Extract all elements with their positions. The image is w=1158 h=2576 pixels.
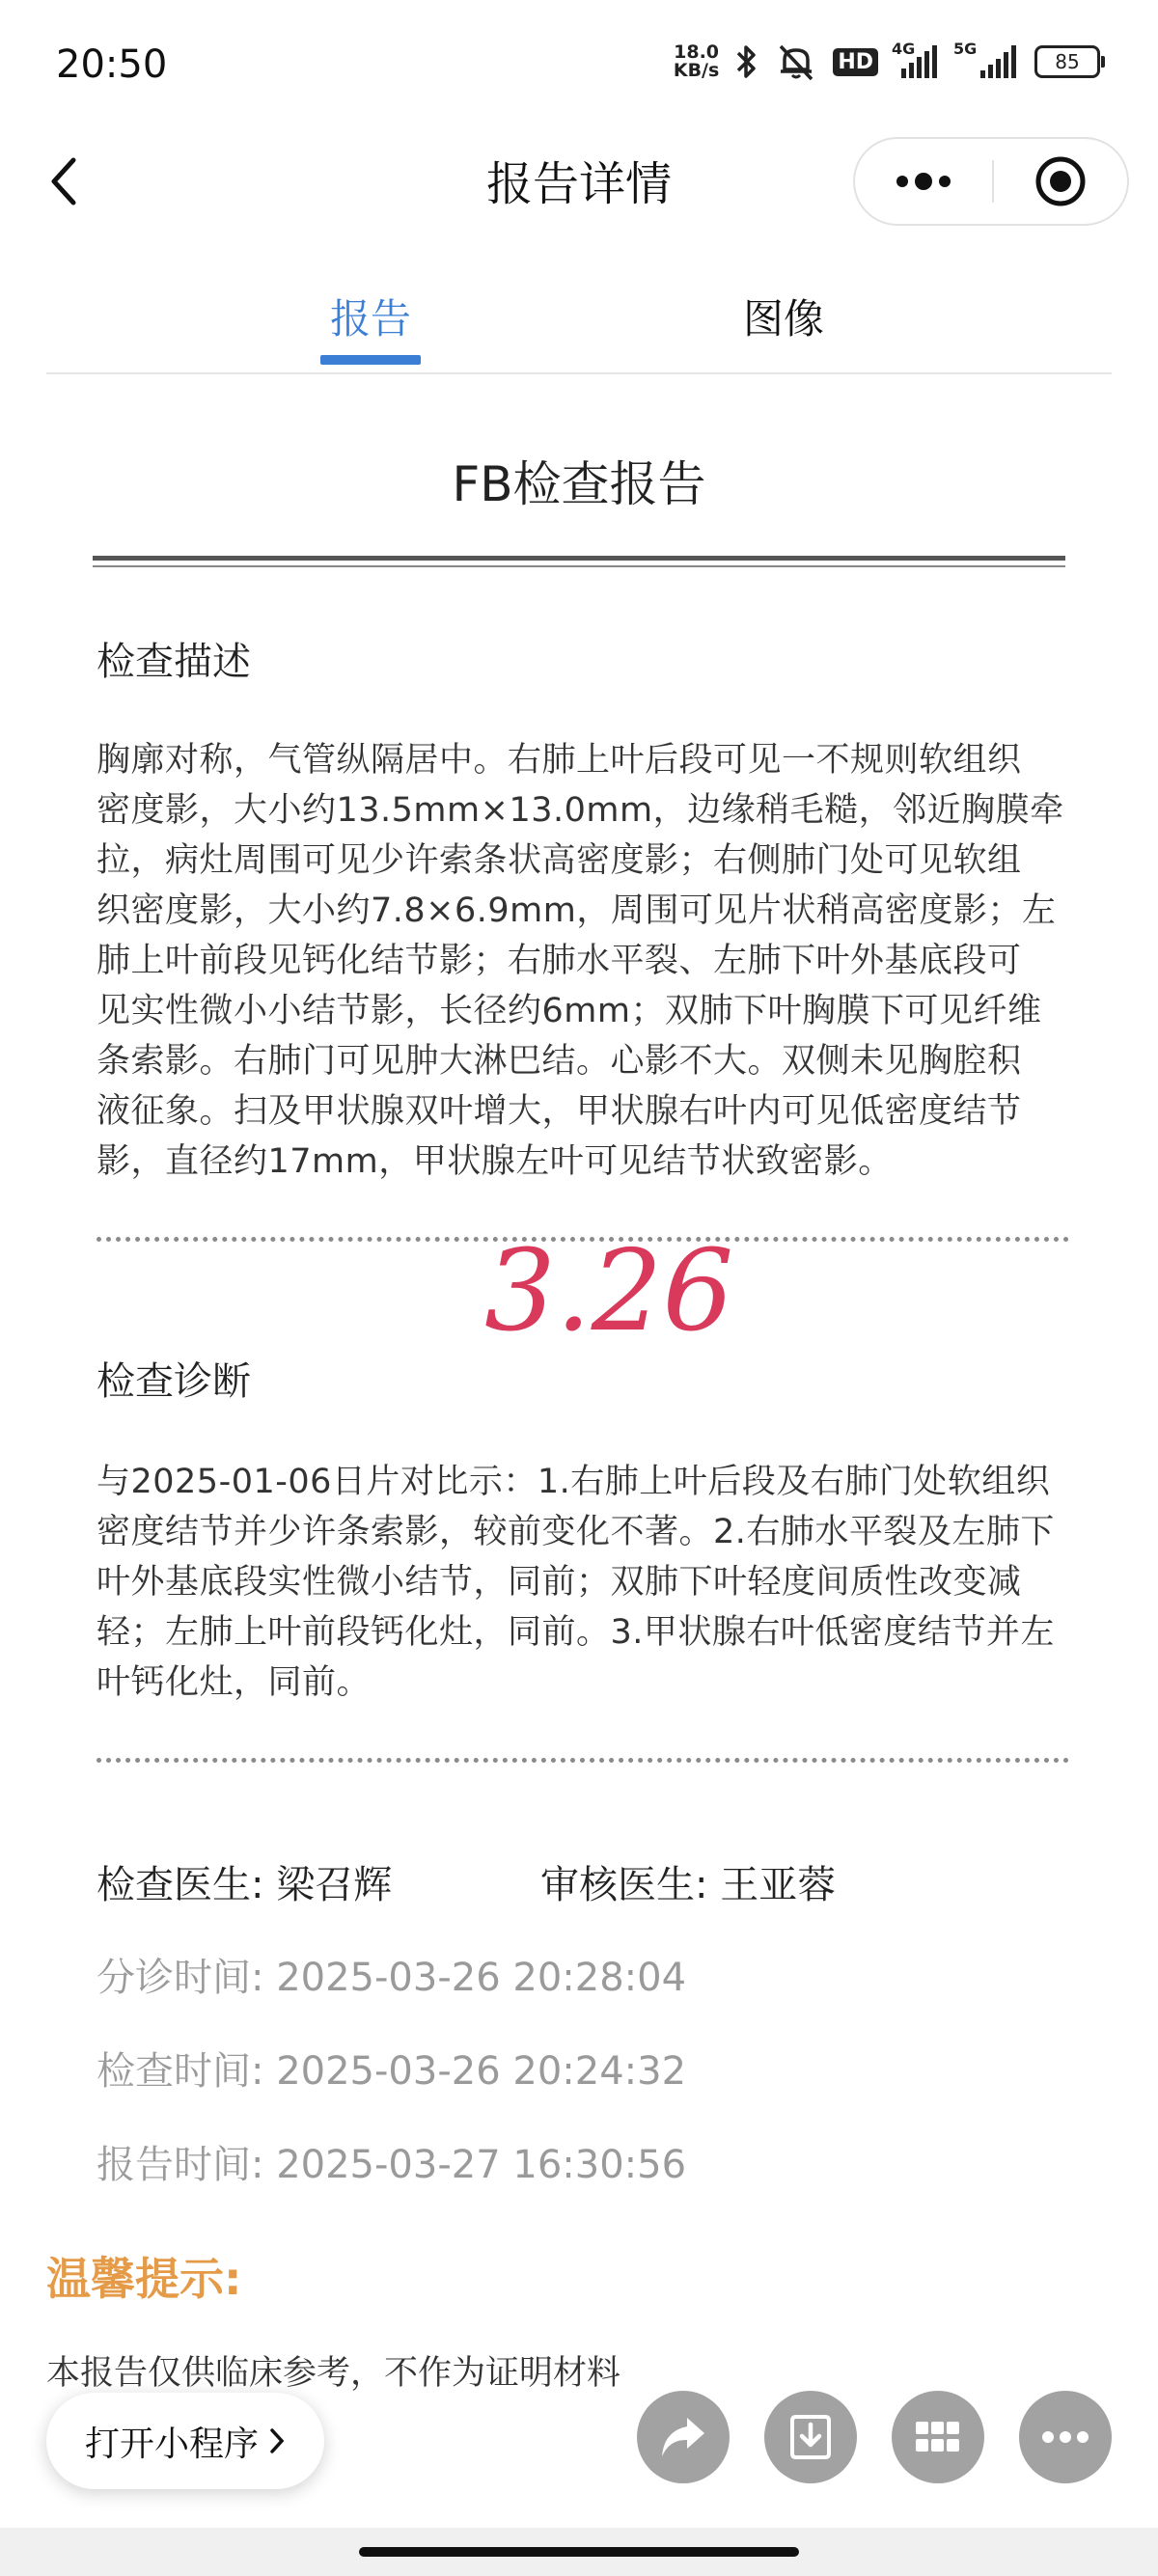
report-title: FB检查报告: [452, 456, 706, 512]
svg-text:3.26: 3.26: [484, 1226, 734, 1357]
open-mini-program-button[interactable]: [46, 2393, 324, 2489]
status-time: 20:50: [56, 42, 168, 87]
save-button[interactable]: [764, 2391, 857, 2483]
home-indicator[interactable]: [359, 2547, 799, 2557]
description-text: 胸廓对称，气管纵隔居中。右肺上叶后段可见一不规则软组织 密度影，大小约13.5mm×13.0mm，边缘稍毛糙，邻近胸膜牵 拉，病灶周围可见少许索条状高密度影；右侧肺门处可见软组 织密度影，大小约7.8×6.9mm，周围可见片状稍高密度影；左 肺上叶前段见钙化结节影；右肺水平裂、左肺下叶外基底段可 见实性微小小结节影，长径约6mm；双肺下叶胸膜下可见纤维 条索影。右肺门可见肿大淋巴结。心影不大。双侧未见胸腔积 液征象。扫及甲状腺双叶增大，甲状腺右叶内可见低密度结节 影，直径约17mm，甲状腺左叶可见结节状致密影。: [96, 741, 1064, 1181]
more-dots-icon: [893, 172, 954, 191]
mute-bell-icon: [775, 42, 817, 81]
grid-icon: [914, 2420, 962, 2454]
title-divider: [93, 556, 1065, 567]
section-divider: [96, 1758, 1069, 1763]
target-circle-icon: [1034, 154, 1088, 208]
bluetooth-icon: [734, 42, 759, 81]
tab-image[interactable]: 图像: [742, 295, 824, 343]
active-tab-indicator: [320, 355, 421, 365]
hd-badge: HD: [833, 48, 878, 76]
back-icon[interactable]: [46, 154, 81, 208]
download-icon: [788, 2413, 833, 2461]
mini-program-capsule: [853, 137, 1129, 226]
diagnosis-text: 与2025-01-06日片对比示：1.右肺上叶后段及右肺门处软组织 密度结节并少许条索影，较前变化不著。2.右肺水平裂及左肺下 叶外基底段实性微小结节，同前；双肺下叶轻度间质性改变减 轻；左肺上叶前段钙化灶，同前。3.甲状腺右叶低密度结节并左 叶钙化灶，同前。: [96, 1463, 1055, 1702]
more-button[interactable]: [1019, 2391, 1112, 2483]
exam-time: 检查时间: 2025-03-26 20:24:32: [96, 2049, 687, 2094]
signal-5g-icon: 5G: [955, 45, 1019, 78]
home-bar: [0, 2528, 1158, 2576]
description-heading: 检查描述: [96, 640, 251, 684]
exam-doctor: 检查医生: 梁召辉: [96, 1863, 393, 1907]
apps-button[interactable]: [892, 2391, 984, 2483]
share-button[interactable]: [637, 2391, 730, 2483]
handwritten-note: [482, 1226, 734, 1357]
page-title: 报告详情: [485, 157, 672, 211]
tip-text: 本报告仅供临床参考，不作为证明材料: [46, 2354, 621, 2393]
share-icon: [658, 2414, 708, 2460]
chevron-right-icon: [268, 2426, 286, 2455]
status-bar: [0, 0, 1158, 125]
tab-report[interactable]: 报告: [329, 295, 411, 343]
diagnosis-heading: 检查诊断: [96, 1359, 251, 1404]
tip-title: 温馨提示:: [46, 2253, 242, 2305]
battery-indicator: 85: [1034, 45, 1100, 78]
open-mini-program-label: 打开小程序: [84, 2424, 259, 2464]
signal-4g-icon: 4G: [894, 45, 940, 78]
capsule-more-button[interactable]: [855, 139, 992, 224]
report-time: 报告时间: 2025-03-27 16:30:56: [96, 2143, 687, 2187]
tab-bar: [46, 260, 1112, 374]
capsule-close-button[interactable]: [994, 139, 1127, 224]
network-speed: 18.0 KB/s: [673, 41, 720, 81]
review-doctor: 审核医生: 王亚蓉: [540, 1863, 837, 1907]
status-icons: [674, 41, 1100, 83]
triage-time: 分诊时间: 2025-03-26 20:28:04: [96, 1956, 687, 2000]
more-dots-icon: [1041, 2430, 1089, 2444]
